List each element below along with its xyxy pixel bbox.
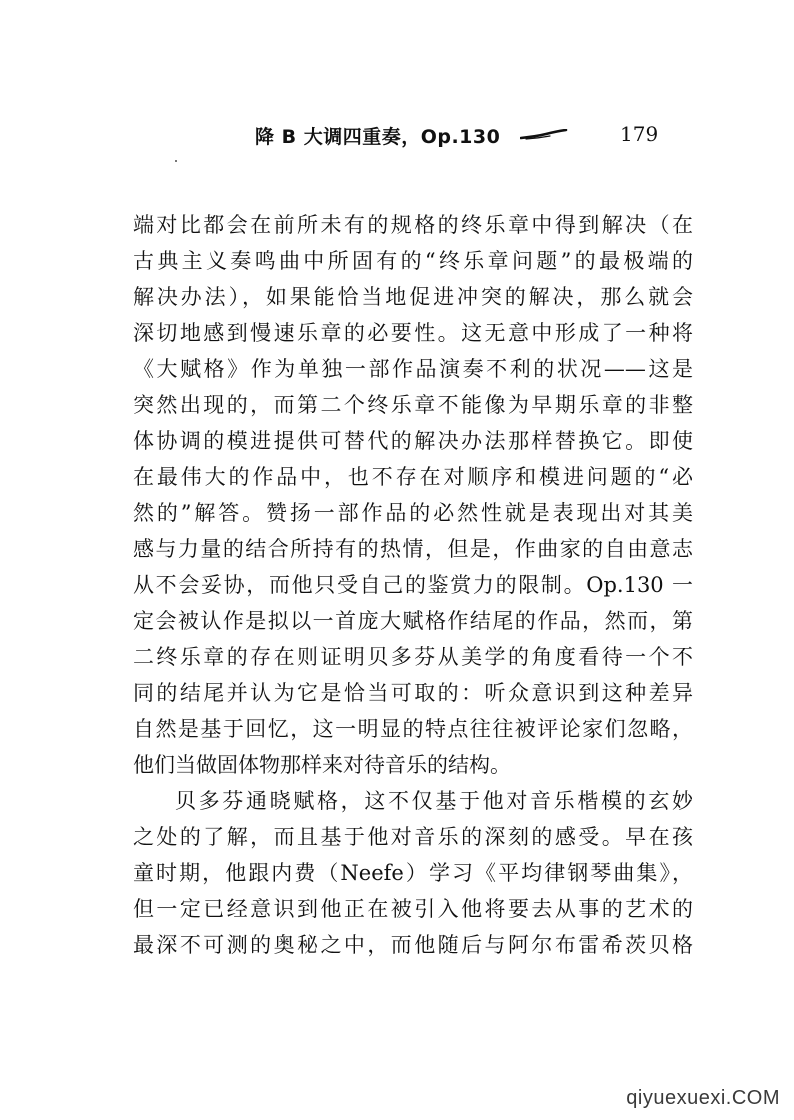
- text-line: 但一定已经意识到他正在被引入他将要去从事的艺术的: [133, 897, 693, 921]
- text-line: 《大赋格》作为单独一部作品演奏不利的状况——这是: [133, 357, 693, 381]
- text-line: 最深不可测的奥秘之中，而他随后与阿尔布雷希茨贝格: [133, 933, 693, 957]
- scan-speck: [175, 160, 177, 162]
- body-text: [133, 207, 693, 963]
- paragraph: [133, 207, 693, 783]
- running-head: [255, 120, 675, 150]
- text-line: 突然出现的，而第二个终乐章不能像为早期乐章的非整: [133, 393, 693, 417]
- text-line: 然的”解答。赞扬一部作品的必然性就是表现出对其美: [133, 501, 693, 525]
- text-line: 他们当做固体物那样来对待音乐的结构。: [133, 753, 511, 777]
- running-head-title: 降 B 大调四重奏，Op.130: [255, 125, 501, 148]
- text-line: 贝多芬通晓赋格，这不仅基于他对音乐楷模的玄妙: [175, 789, 693, 813]
- text-line: 童时期，他跟内费（Neefe）学习《平均律钢琴曲集》，: [133, 861, 693, 885]
- paragraph: [133, 783, 693, 963]
- text-line: 在最伟大的作品中，也不存在对顺序和模进问题的“必: [133, 465, 693, 489]
- text-line: 深切地感到慢速乐章的必要性。这无意中形成了一种将: [133, 321, 693, 345]
- text-line: 定会被认作是拟以一首庞大赋格作结尾的作品，然而，第: [133, 609, 693, 633]
- text-line: 从不会妥协，而他只受自己的鉴赏力的限制。Op.130 一: [133, 573, 693, 597]
- text-line: 二终乐章的存在则证明贝多芬从美学的角度看待一个不: [133, 645, 693, 669]
- text-line: 古典主义奏鸣曲中所固有的“终乐章问题”的最极端的: [133, 249, 693, 273]
- text-line: 同的结尾并认为它是恰当可取的：听众意识到这种差异: [133, 681, 693, 705]
- page-number: 179: [620, 122, 659, 146]
- text-line: 解决办法），如果能恰当地促进冲突的解决，那么就会: [133, 285, 693, 309]
- text-line: 感与力量的结合所持有的热情，但是，作曲家的自由意志: [133, 537, 693, 561]
- text-line: 端对比都会在前所未有的规格的终乐章中得到解决（在: [133, 213, 693, 237]
- text-line: 之处的了解，而且基于他对音乐的深刻的感受。早在孩: [133, 825, 693, 849]
- ornament-flourish-icon: [520, 129, 568, 141]
- text-line: 自然是基于回忆，这一明显的特点往往被评论家们忽略，: [133, 717, 693, 741]
- watermark: qiyuexuexi.COM: [626, 1087, 780, 1109]
- text-line: 体协调的模进提供可替代的解决办法那样替换它。即使: [133, 429, 693, 453]
